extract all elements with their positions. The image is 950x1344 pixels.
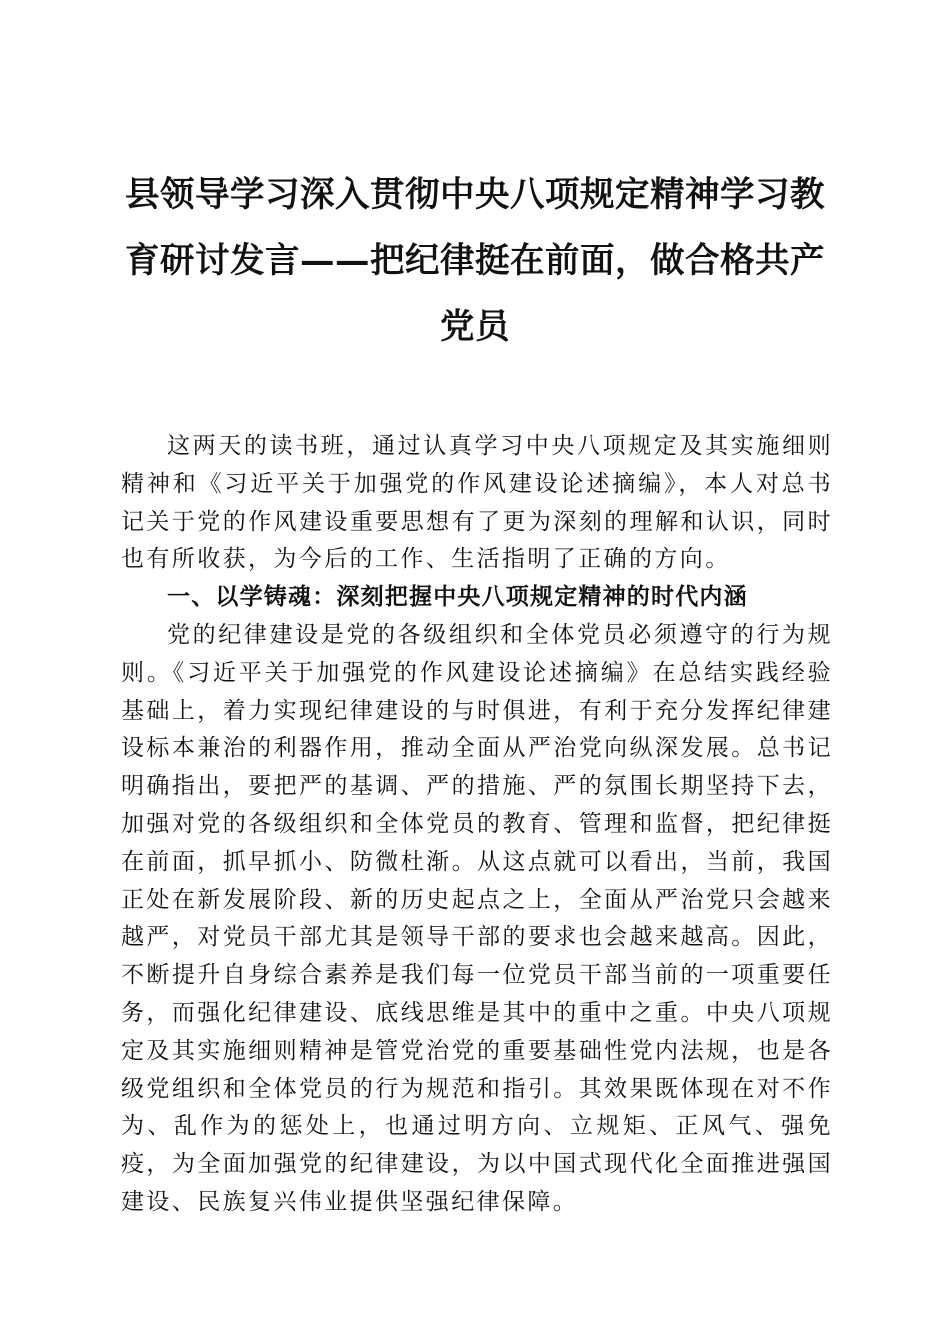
intro-paragraph: 这两天的读书班，通过认真学习中央八项规定及其实施细则精神和《习近平关于加强党的作风建设论述摘编》，本人对总书记关于党的作风建设重要思想有了更为深刻的理解和认识，同时也有所收获，为今后的工作、生活指明了正确的方向。: [121, 433, 833, 573]
body-paragraph: 党的纪律建设是党的各级组织和全体党员必须遵守的行为规则。《习近平关于加强党的作风建设论述摘编》在总结实践经验基础上，着力实现纪律建设的与时俱进，有利于充分发挥纪律建设标本兼治的利器作用，推动全面从严治党向纵深发展。总书记明确指出，要把严的基调、严的措施、严的氛围长期坚持下去，加强对党的各级组织和全体党员的教育、管理和监督，把纪律挺在前面，抓早抓小、防微杜渐。从这点就可以看出，当前，我国正处在新发展阶段、新的历史起点之上，全面从严治党只会越来越严，对党员干部尤其是领导干部的要求也会越来越高。因此，不断提升自身综合素养是我们每一位党员干部当前的一项重要任务，而强化纪律建设、底线思维是其中的重中之重。中央八项规定及其实施细则精神是管党治党的重要基础性党内法规，也是各级党组织和全体党员的行为规范和指引。其效果既体现在对不作为、乱作为的惩处上，也通过明方向、立规矩、正风气、强免疫，为全面加强党的纪律建设，为以中国式现代化全面推进强国建设、民族复兴伟业提供坚强纪律保障。: [121, 621, 833, 1215]
document-body: [121, 428, 833, 1222]
document-title: 县领导学习深入贯彻中央八项规定精神学习教育研讨发言——把纪律挺在前面，做合格共产党员: [125, 175, 825, 347]
section-heading: 一、以学铸魂：深刻把握中央八项规定精神的时代内涵: [167, 584, 748, 611]
